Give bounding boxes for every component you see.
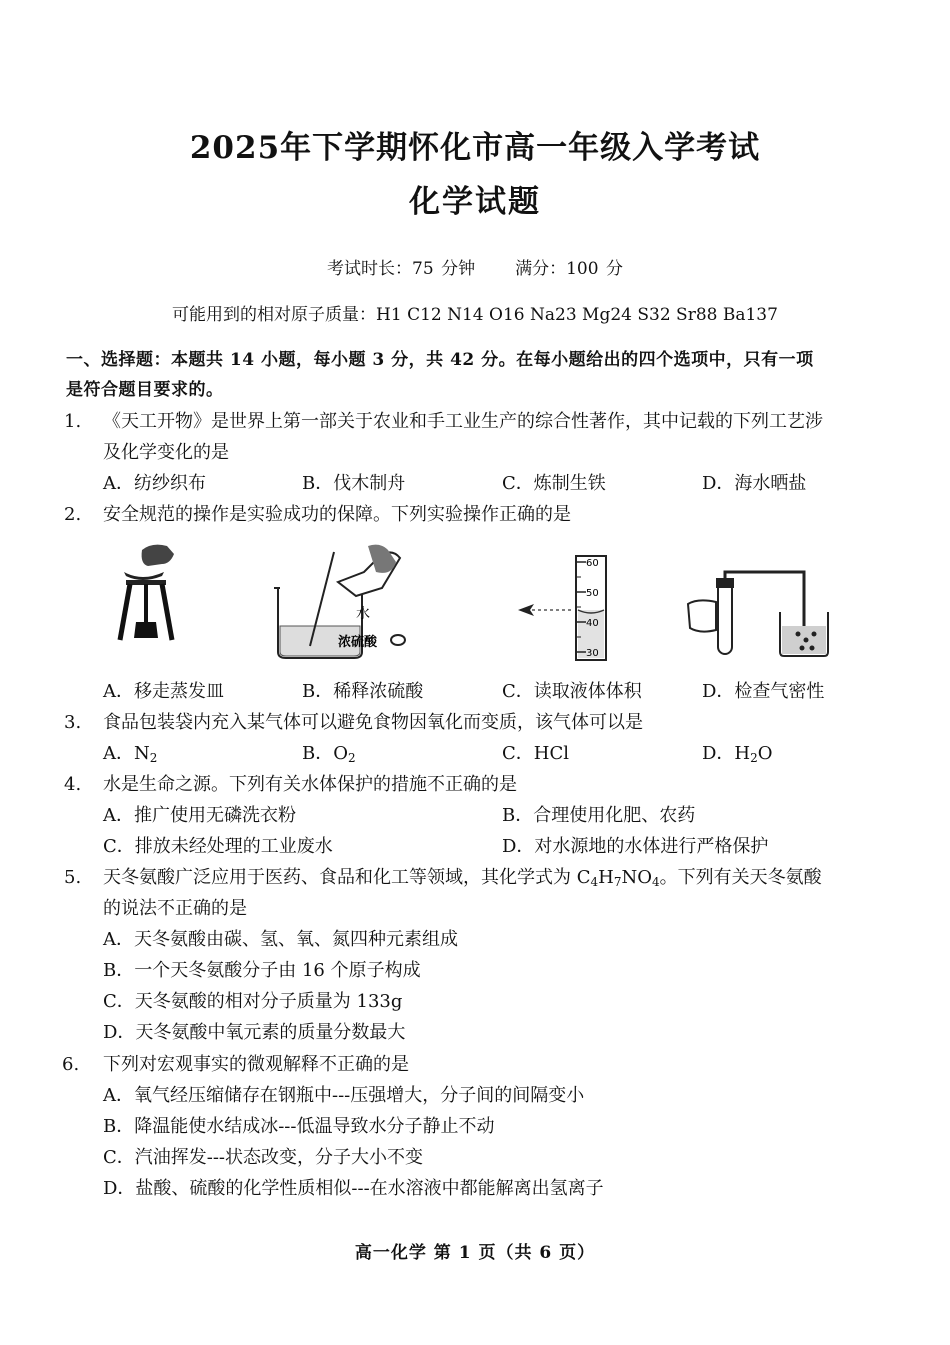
bubble xyxy=(796,632,801,637)
q3-option-c: C．HCl xyxy=(502,743,569,764)
q6-option-c: C．汽油挥发---状态改变，分子大小不变 xyxy=(103,1147,424,1168)
q5-option-a: A．天冬氨酸由碳、氢、氧、氮四种元素组成 xyxy=(103,929,458,950)
page-footer: 高一化学 第 1 页（共 6 页） xyxy=(354,1243,596,1263)
q2-option-c: C．读取液体体积 xyxy=(502,681,642,702)
fig-a-evaporating-dish xyxy=(112,542,187,650)
q5-stem-line2: 的说法不正确的是 xyxy=(103,898,247,919)
q4-option-d: D．对水源地的水体进行严格保护 xyxy=(502,836,769,857)
exam-title: 2025年下学期怀化市高一年级入学考试 xyxy=(189,130,761,166)
tick-label: 50 xyxy=(586,588,599,599)
acid-bottle-cap-icon xyxy=(391,635,405,645)
hand-icon xyxy=(142,545,174,566)
tick-label: 30 xyxy=(586,648,599,659)
dish-icon xyxy=(124,572,164,580)
q1-option-c: C．炼制生铁 xyxy=(502,473,606,494)
q5-option-d: D．天冬氨酸中氧元素的质量分数最大 xyxy=(103,1022,406,1043)
q1-option-b: B．伐木制舟 xyxy=(302,473,406,494)
q4-number: 4. xyxy=(64,774,82,795)
fig-b-label-acid: 浓硫酸 xyxy=(338,635,378,650)
q3-number: 3. xyxy=(64,712,82,733)
fig-b-label-water: 水 xyxy=(356,606,370,622)
bubble xyxy=(812,632,817,637)
q6-number: 6. xyxy=(62,1054,80,1075)
tripod-leg-left xyxy=(120,584,130,640)
exam-subtitle: 化学试题 xyxy=(409,184,541,220)
q2-option-b: B．稀释浓硫酸 xyxy=(302,681,424,702)
q1-stem-line2: 及化学变化的是 xyxy=(103,442,229,463)
q1-option-d: D．海水晒盐 xyxy=(702,473,807,494)
exam-time: 考试时长：75 分钟 xyxy=(327,259,476,279)
q2-option-d: D．检查气密性 xyxy=(702,681,825,702)
tick-label: 40 xyxy=(586,618,599,629)
q4-option-a: A．推广使用无磷洗衣粉 xyxy=(103,805,296,826)
q1-number: 1. xyxy=(64,411,82,432)
q3-option-a: A．$N_2$ xyxy=(103,743,158,765)
fig-c-read-volume xyxy=(510,552,620,664)
fig-d-airtightness xyxy=(686,568,836,660)
fig-b-dilute-acid xyxy=(272,542,417,662)
bubble xyxy=(810,646,815,651)
atomic-masses: 可能用到的相对原子质量：H1 C12 N14 O16 Na23 Mg24 S32 Sr88 Ba137 xyxy=(172,305,778,325)
stopper-icon xyxy=(716,578,734,588)
q4-option-c: C．排放未经处理的工业废水 xyxy=(103,836,333,857)
q2-number: 2. xyxy=(64,504,82,525)
bubble xyxy=(800,646,805,651)
q3-option-b: B．$O_2$ xyxy=(302,743,356,765)
q5-option-c: C．天冬氨酸的相对分子质量为 133g xyxy=(103,991,403,1012)
q5-stem-line1: 天冬氨酸广泛应用于医药、食品和化工等领域，其化学式为 $C_4H_7NO_4$。下列有关天冬氨酸 xyxy=(103,867,822,889)
q6-stem: 下列对宏观事实的微观解释不正确的是 xyxy=(103,1054,409,1075)
bubble xyxy=(804,638,809,643)
alcohol-lamp-icon xyxy=(134,622,158,638)
section-heading-line1: 一、选择题：本题共 14 小题，每小题 3 分，共 42 分。在每小题给出的四个选项中，只有一项 xyxy=(66,350,814,370)
exam-score: 满分：100 分 xyxy=(515,259,623,279)
q1-option-a: A．纺纱织布 xyxy=(103,473,206,494)
tick-label: 60 xyxy=(586,558,599,569)
q5-option-b: B．一个天冬氨酸分子由 16 个原子构成 xyxy=(103,960,421,981)
q2-stem: 安全规范的操作是实验成功的保障。下列实验操作正确的是 xyxy=(103,504,571,525)
delivery-tube-icon xyxy=(725,572,804,628)
section-heading-line2: 是符合题目要求的。 xyxy=(66,380,224,400)
q6-option-b: B．降温能使水结成冰---低温导致水分子静止不动 xyxy=(103,1116,495,1137)
q5-number: 5. xyxy=(64,867,82,888)
q4-option-b: B．合理使用化肥、农药 xyxy=(502,805,696,826)
q6-option-a: A．氧气经压缩储存在钢瓶中---压强增大，分子间的间隔变小 xyxy=(103,1085,585,1106)
q3-stem: 食品包装袋内充入某气体可以避免食物因氧化而变质，该气体可以是 xyxy=(103,712,643,733)
test-tube-icon xyxy=(718,582,732,654)
holding-hand-icon xyxy=(688,600,716,631)
q1-stem-line1: 《天工开物》是世界上第一部关于农业和手工业生产的综合性著作，其中记载的下列工艺涉 xyxy=(103,411,823,432)
exam-meta xyxy=(0,254,950,279)
q2-option-a: A．移走蒸发皿 xyxy=(103,681,224,702)
q6-option-d: D．盐酸、硫酸的化学性质相似---在水溶液中都能解离出氢离子 xyxy=(103,1178,604,1199)
q4-stem: 水是生命之源。下列有关水体保护的措施不正确的是 xyxy=(103,774,517,795)
eye-icon xyxy=(518,604,534,616)
tripod-leg-right xyxy=(162,584,172,640)
q3-option-d: D．$H_2O$ xyxy=(702,743,773,765)
